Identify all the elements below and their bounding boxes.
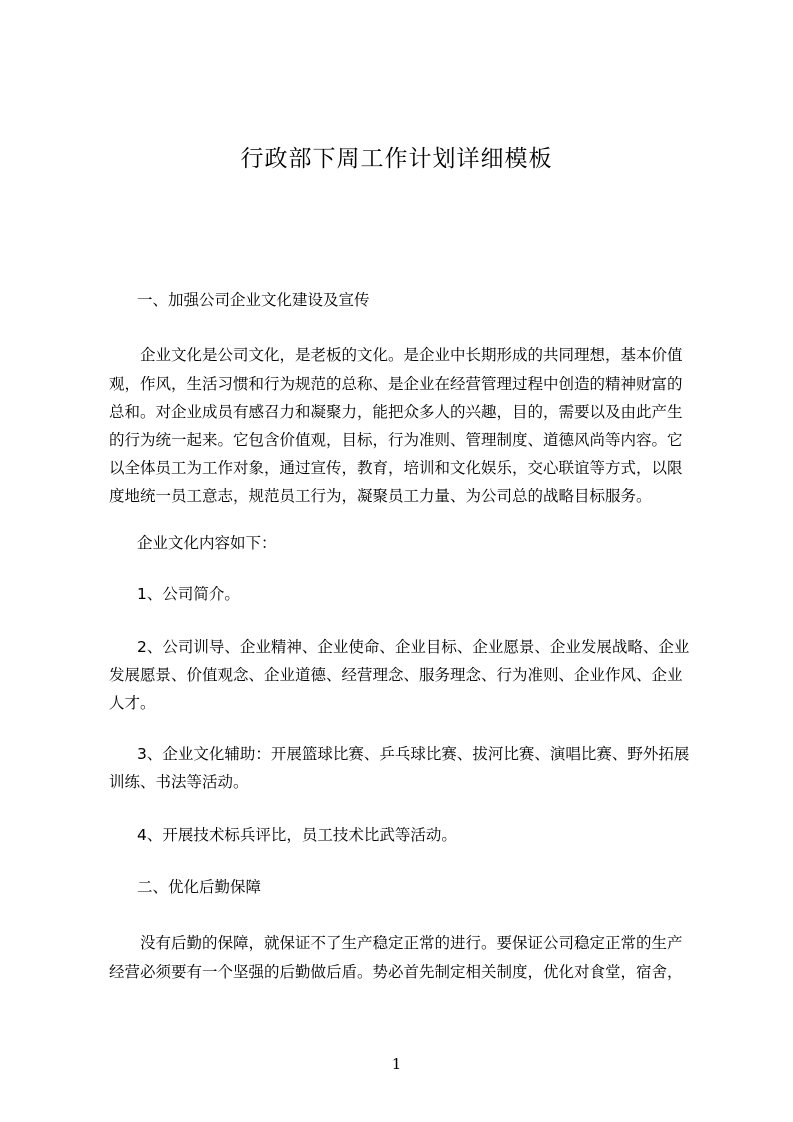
section-heading-1: 一、加强公司企业文化建设及宣传 (137, 291, 370, 309)
list-item-3-line: 训练、书法等活动。 (109, 773, 249, 791)
paragraph-line: 没有后勤的保障，就保证不了生产稳定正常的进行。要保证公司稳定正常的生产 (140, 934, 683, 952)
paragraph-line: 企业文化是公司文化，是老板的文化。是企业中长期形成的共同理想，基本价值 (140, 346, 683, 364)
list-item-2-line: 发展愿景、价值观念、企业道德、经营理念、服务理念、行为准则、企业作风、企业 (109, 666, 683, 684)
list-item-1: 1、公司简介。 (137, 585, 240, 603)
list-item-2-line: 人才。 (109, 694, 156, 712)
paragraph-line: 以全体员工为工作对象，通过宣传，教育，培训和文化娱乐，交心联谊等方式，以限 (109, 459, 683, 477)
paragraph-line: 总和。对企业成员有感召力和凝聚力，能把众多人的兴趣，目的，需要以及由此产生 (109, 403, 683, 421)
paragraph-line: 经营必须要有一个坚强的后勤做后盾。势必首先制定相关制度，优化对食堂，宿舍， (109, 963, 683, 981)
page-number: 1 (391, 1055, 402, 1073)
list-item-4: 4、开展技术标兵评比，员工技术比武等活动。 (137, 826, 457, 844)
paragraph-line: 度地统一员工意志，规范员工行为，凝聚员工力量、为公司总的战略目标服务。 (109, 487, 652, 505)
paragraph-line: 的行为统一起来。它包含价值观，目标，行为准则、管理制度、道德风尚等内容。它 (109, 431, 683, 449)
list-item-3-line: 3、企业文化辅助：开展篮球比赛、乒乓球比赛、拔河比赛、演唱比赛、野外拓展 (137, 745, 690, 763)
content-label: 企业文化内容如下： (137, 534, 277, 552)
list-item-2-line: 2、公司训导、企业精神、企业使命、企业目标、企业愿景、企业发展战略、企业 (137, 638, 690, 656)
paragraph-line: 观，作风，生活习惯和行为规范的总称、是企业在经营管理过程中创造的精神财富的 (109, 375, 683, 393)
document-title: 行政部下周工作计划详细模板 (240, 146, 553, 172)
section-heading-2: 二、优化后勤保障 (137, 878, 262, 896)
